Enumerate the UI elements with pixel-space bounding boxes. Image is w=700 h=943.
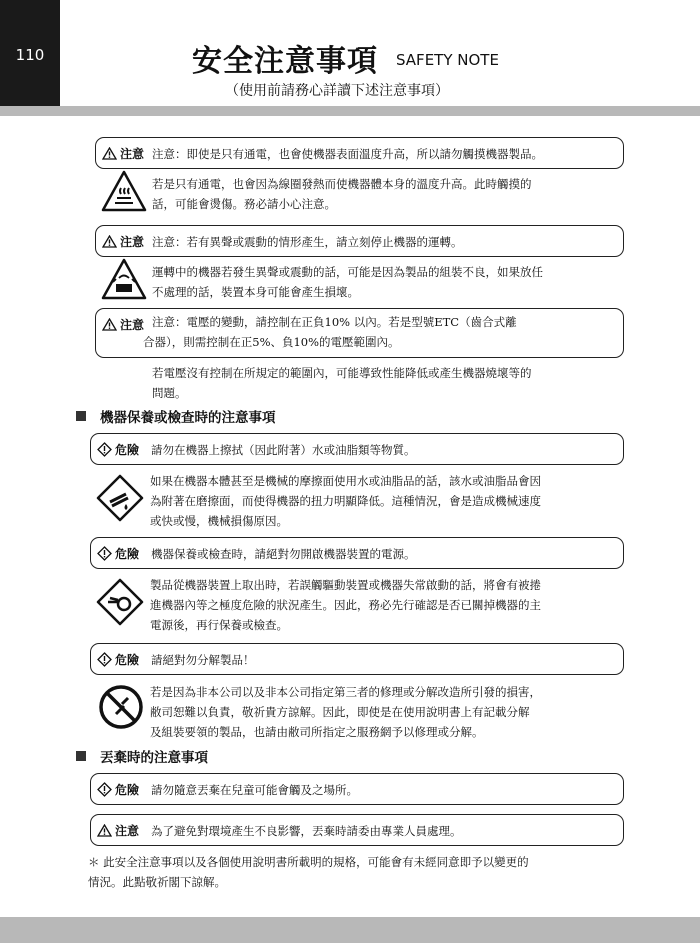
danger-tag: 危險 <box>97 545 139 562</box>
danger-text: 請勿在機器上擦拭（因此附著）水或油脂類等物質。 <box>151 443 416 457</box>
section-heading-maintenance: 機器保養或檢查時的注意事項 <box>76 406 276 426</box>
danger-detail-3: 若是因為非本公司以及非本公司指定第三者的修理或分解改造所引發的損害， 敝司恕難以負責，敬祈貴方諒解。因此，即使是在使用說明書上有記載分解 及組裝要領的製品，也請由敝司所指定之服務網予以修理或分解。 <box>150 685 541 739</box>
danger-tag: 危險 <box>97 651 139 668</box>
danger-text: 請絕對勿分解製品！ <box>151 653 255 667</box>
caution-tag: 注意 <box>102 316 144 333</box>
caution-detail-2: 運轉中的機器若發生異聲或震動的話，可能是因為製品的組裝不良，如果放任 不處理的話，裝置本身可能會產生損壞。 <box>152 265 543 299</box>
caution-box-2 <box>95 225 624 257</box>
danger-tag: 危險 <box>97 781 139 798</box>
warning-triangle-icon <box>102 147 117 160</box>
entanglement-hazard-icon <box>96 578 144 626</box>
danger-box-1 <box>90 433 624 465</box>
caution-box-1 <box>95 137 624 169</box>
page-title: 安全注意事項 <box>192 44 378 79</box>
warning-triangle-icon <box>97 824 112 837</box>
caution-tag: 注意 <box>102 145 144 162</box>
caution-text: 為了避免對環境產生不良影響，丟棄時請委由專業人員處理。 <box>151 824 462 838</box>
caution-tag: 注意 <box>97 822 139 839</box>
caution-text: 注意：即使是只有通電，也會使機器表面溫度升高，所以請勿觸摸機器製品。 <box>152 147 543 161</box>
header-divider <box>0 106 700 116</box>
danger-box-3 <box>90 643 624 675</box>
footnote: ＊ 此安全注意事項以及各個使用說明書所載明的規格，可能會有未經同意即予以變更的 情況。此點敬祈閣下諒解。 <box>88 855 529 889</box>
danger-exclamation-icon <box>97 442 112 457</box>
danger-exclamation-icon <box>97 652 112 667</box>
warning-triangle-icon <box>102 318 117 331</box>
danger-tag: 危險 <box>97 441 139 458</box>
section-heading-disposal: 丟棄時的注意事項 <box>76 746 208 766</box>
caution-detail-1: 若是只有通電，也會因為線圈發熱而使機器體本身的溫度升高。此時觸摸的 話，可能會燙傷。務必請小心注意。 <box>152 177 532 211</box>
danger-exclamation-icon <box>97 782 112 797</box>
square-bullet-icon <box>76 751 86 761</box>
danger-box-2 <box>90 537 624 569</box>
danger-box-disposal <box>90 773 624 805</box>
caution-text: 注意：電壓的變動，請控制在正負10% 以內。若是型號ETC（齒合式離 合器），則需控制在正5%、負10%的電壓範圍內。 <box>143 315 517 349</box>
warning-triangle-icon <box>102 235 117 248</box>
square-bullet-icon <box>76 411 86 421</box>
no-disassembly-icon <box>98 684 144 730</box>
footer-band <box>0 917 700 943</box>
oil-hazard-icon <box>96 474 144 522</box>
abnormal-vibration-warning-icon <box>101 258 147 300</box>
caution-tag: 注意 <box>102 233 144 250</box>
danger-text: 請勿隨意丟棄在兒童可能會觸及之場所。 <box>151 783 358 797</box>
caution-text: 注意：若有異聲或震動的情形產生，請立刻停止機器的運轉。 <box>152 235 463 249</box>
danger-detail-2: 製品從機器裝置上取出時，若誤觸驅動裝置或機器失常啟動的話，將會有被捲 進機器內等之極度危險的狀況產生。因此，務必先行確認是否已關掉機器的主 電源後，再行保養或檢查。 <box>150 578 541 632</box>
danger-text: 機器保養或檢查時，請絕對勿開啟機器裝置的電源。 <box>151 547 416 561</box>
page-number: 110 <box>15 46 45 64</box>
caution-box-disposal <box>90 814 624 846</box>
page-subtitle: （使用前請務心詳讀下述注意事項） <box>225 83 449 99</box>
danger-exclamation-icon <box>97 546 112 561</box>
page-title-english: SAFETY NOTE <box>396 51 499 69</box>
hot-surface-warning-icon <box>101 170 147 212</box>
caution-detail-3: 若電壓沒有控制在所規定的範圍內，可能導致性能降低或產生機器燒壞等的 問題。 <box>152 366 532 400</box>
danger-detail-1: 如果在機器本體甚至是機械的摩擦面使用水或油脂品的話，該水或油脂品會因 為附著在磨擦面，而使得機器的扭力明顯降低。這種情況，會是造成機械速度 或快或慢，機械損傷原因。 <box>150 474 541 528</box>
caution-box-3 <box>95 308 624 358</box>
